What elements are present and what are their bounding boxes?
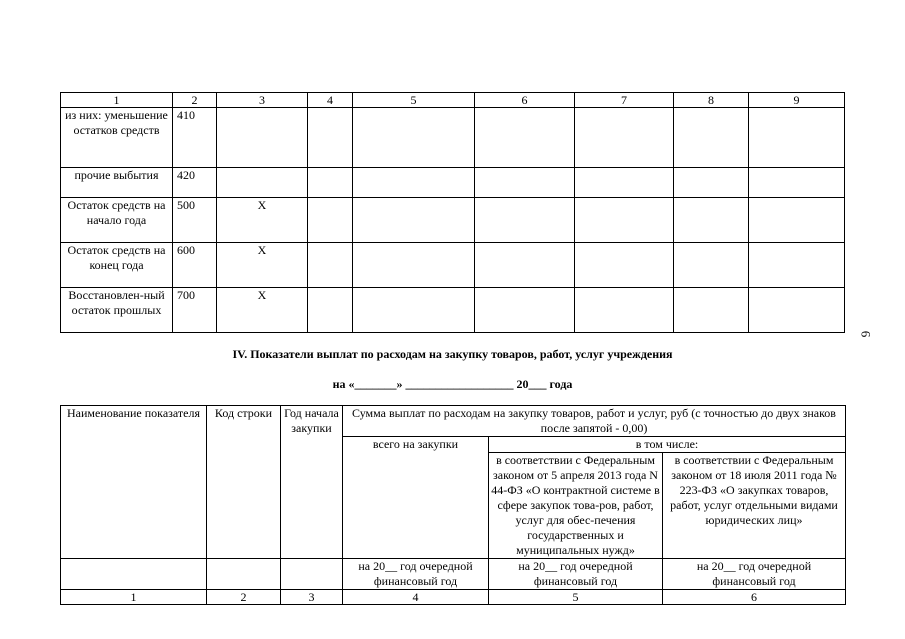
- row-code: 420: [173, 168, 217, 198]
- row-col3: X: [217, 243, 308, 288]
- table1-header-cell: 3: [217, 93, 308, 108]
- year-cell: на 20__ год очередной финансовый год: [343, 559, 489, 590]
- row-label: из них: уменьшение остатков средств: [61, 108, 173, 168]
- expenses-balance-table: [60, 92, 845, 333]
- row-col3: X: [217, 198, 308, 243]
- including-header: в том числе:: [489, 437, 846, 453]
- col-year-header: Год начала закупки: [281, 406, 343, 559]
- table2-year-row: [61, 559, 846, 590]
- table1-header-cell: 7: [575, 93, 674, 108]
- year-cell: на 20__ год очередной финансовый год: [663, 559, 846, 590]
- fz223-header: в соответствии с Федеральным законом от 18 июля 2011 года № 223-ФЗ «О закупках товаров, работ, услуг отдельными видами юридических лиц»: [663, 453, 846, 559]
- column-number: 2: [207, 590, 281, 605]
- row-col3: [217, 168, 308, 198]
- row-code: 410: [173, 108, 217, 168]
- column-number: 1: [61, 590, 207, 605]
- table1-header-cell: 2: [173, 93, 217, 108]
- procurement-payments-table: [60, 405, 846, 605]
- row-code: 700: [173, 288, 217, 333]
- section-date-line: на «_______» __________________ 20___ года: [332, 377, 573, 391]
- col-name-header: Наименование показателя: [61, 406, 207, 559]
- table1-header-cell: 6: [475, 93, 575, 108]
- column-number: 6: [663, 590, 846, 605]
- table1-header-row: [61, 93, 845, 108]
- row-label: Остаток средств на начало года: [61, 198, 173, 243]
- table-row: [61, 168, 845, 198]
- row-label: Восстановлен-ный остаток прошлых: [61, 288, 173, 333]
- table-row: [61, 288, 845, 333]
- table2-header-row: [61, 406, 846, 437]
- table1-header-cell: 1: [61, 93, 173, 108]
- fz44-header: в соответствии с Федеральным законом от 5 апреля 2013 года N 44-ФЗ «О контрактной системе в сфере закупок това-ров, работ, услуг для обес-печения государственных и муниципальных нужд»: [489, 453, 663, 559]
- section-title: IV. Показатели выплат по расходам на закупку товаров, работ, услуг учреждения: [232, 347, 673, 361]
- row-label: Остаток средств на конец года: [61, 243, 173, 288]
- table2-numbers-row: [61, 590, 846, 605]
- column-number: 5: [489, 590, 663, 605]
- table1-header-cell: 9: [749, 93, 845, 108]
- total-header: всего на закупки: [343, 437, 489, 559]
- row-code: 600: [173, 243, 217, 288]
- column-number: 4: [343, 590, 489, 605]
- table1-header-cell: 8: [674, 93, 749, 108]
- column-number: 3: [281, 590, 343, 605]
- row-col3: X: [217, 288, 308, 333]
- row-code: 500: [173, 198, 217, 243]
- year-cell: на 20__ год очередной финансовый год: [489, 559, 663, 590]
- row-col3: [217, 108, 308, 168]
- page-number: 6: [858, 330, 874, 338]
- table-row: [61, 198, 845, 243]
- row-label: прочие выбытия: [61, 168, 173, 198]
- table-row: [61, 243, 845, 288]
- sum-header: Сумма выплат по расходам на закупку товаров, работ и услуг, руб (с точностью до двух знаков после запятой - 0,00): [343, 406, 846, 437]
- table1-header-cell: 4: [308, 93, 353, 108]
- col-code-header: Код строки: [207, 406, 281, 559]
- table1-header-cell: 5: [353, 93, 475, 108]
- table-row: [61, 108, 845, 168]
